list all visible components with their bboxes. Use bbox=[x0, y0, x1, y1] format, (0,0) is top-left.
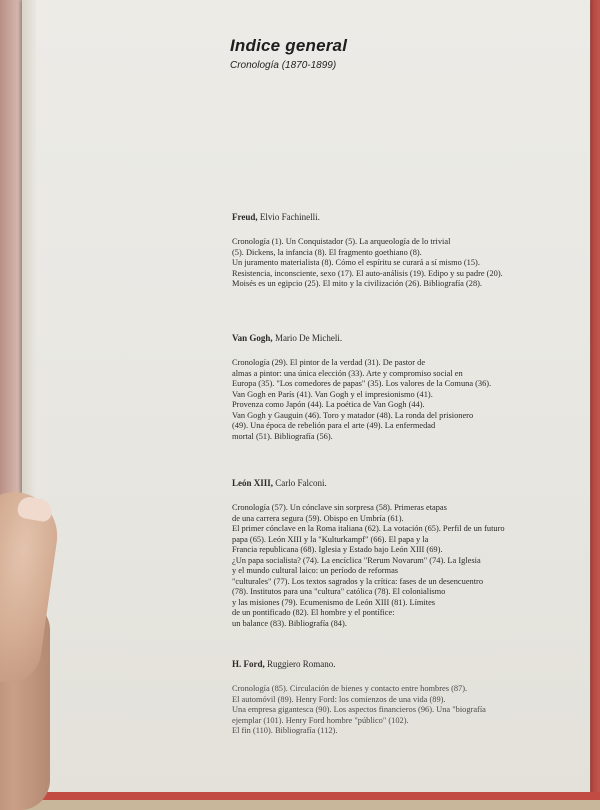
contents-line: Cronología (57). Un cónclave sin sorpresa (58). Primeras etapas bbox=[232, 503, 447, 512]
section-freud bbox=[232, 212, 592, 290]
section-author: Mario De Micheli. bbox=[272, 333, 343, 343]
contents-line: ejemplar (101). Henry Ford hombre "público" (102). bbox=[232, 715, 409, 725]
contents-line: Van Gogh en París (41). Van Gogh y el impresionismo (41). bbox=[232, 389, 433, 399]
contents-line: y el mundo cultural laico: un período de reformas bbox=[232, 566, 399, 575]
section-heading bbox=[232, 333, 592, 344]
contents-line: almas a pintor: una única elección (33). Arte y compromiso social en bbox=[232, 368, 463, 378]
contents-line: Moisés es un egipcio (25). El mito y la civilización (26). Bibliografía (28). bbox=[232, 279, 483, 288]
contents-line: Europa (35). "Los comedores de papas" (35). Los valores de la Comuna (36). bbox=[232, 379, 492, 388]
contents-line: El primer cónclave en la Roma italiana (62). La votación (65). Perfil de un futuro bbox=[232, 524, 505, 533]
contents-line: Van Gogh y Gauguin (46). Toro y matador (48). La ronda del prisionero bbox=[232, 410, 474, 420]
contents-line: y las misiones (79). Ecumenismo de León XIII (81). Límites bbox=[232, 597, 436, 607]
contents-line: mortal (51). Bibliografía (56). bbox=[232, 431, 333, 441]
section-contents bbox=[232, 684, 592, 737]
contents-line: (5). Dickens, la infancia (8). El fragmento goethiano (8). bbox=[232, 247, 422, 257]
section-subject: Van Gogh, bbox=[232, 333, 273, 343]
contents-line: (49). Una época de rebelión para el arte (49). La enfermedad bbox=[232, 421, 436, 430]
section-subject: Freud, bbox=[232, 212, 258, 222]
section-contents bbox=[232, 237, 592, 290]
section-author: Elvio Fachinelli. bbox=[257, 212, 320, 222]
page-title: Indice general bbox=[230, 36, 348, 55]
contents-line: "culturales" (77). Los textos sagrados y la crítica: fases de un desencuentro bbox=[232, 576, 484, 586]
section-van-gogh bbox=[232, 333, 592, 442]
section-contents bbox=[232, 358, 592, 442]
cover-bottom-strip bbox=[30, 792, 600, 800]
contents-line: ¿Un papa socialista? (74). La encíclica "Rerum Novarum" (74). La Iglesia bbox=[232, 555, 481, 565]
section-heading bbox=[232, 478, 592, 489]
contents-line: (78). Institutos para una "cultura" católica (78). El colonialismo bbox=[232, 587, 446, 596]
page-subtitle: Cronología (1870-1899) bbox=[230, 60, 337, 71]
contents-line: Francia republicana (68). Iglesia y Estado bajo León XIII (69). bbox=[232, 545, 443, 554]
contents-line: Una empresa gigantesca (90). Los aspectos financieros (96). Una "biografía bbox=[232, 705, 486, 714]
contents-line: Cronología (85). Circulación de bienes y contacto entre hombres (87). bbox=[232, 684, 468, 693]
section-subject: León XIII, bbox=[232, 478, 274, 488]
section-leon-xiii bbox=[232, 478, 592, 629]
section-contents bbox=[232, 503, 592, 629]
contents-line: Cronología (1). Un Conquistador (5). La arqueología de lo trivial bbox=[232, 237, 451, 246]
contents-line: El automóvil (89). Henry Ford: los comienzos de una vida (89). bbox=[232, 694, 446, 704]
contents-line: Cronología (29). El pintor de la verdad (31). De pastor de bbox=[232, 358, 426, 367]
section-h-ford bbox=[232, 659, 592, 737]
section-heading bbox=[232, 212, 592, 223]
contents-line: Un juramento materialista (8). Cómo el espíritu se curará a sí mismo (15). bbox=[232, 258, 480, 267]
contents-line: un balance (83). Bibliografía (84). bbox=[232, 618, 347, 628]
contents-line: El fin (110). Bibliografía (112). bbox=[232, 726, 338, 735]
contents-line: papa (65). León XIII y la "Kulturkampf" (66). El papa y la bbox=[232, 534, 429, 544]
section-author: Carlo Falconi. bbox=[273, 478, 327, 488]
contents-line: de una carrera segura (59). Obispo en Umbría (61). bbox=[232, 513, 404, 523]
contents-line: de un pontificado (82). El hombre y el pontífice: bbox=[232, 608, 395, 617]
contents-line: Provenza como Japón (44). La poética de Van Gogh (44). bbox=[232, 400, 425, 409]
section-author: Ruggiero Romano. bbox=[264, 659, 336, 669]
contents-line: Resistencia, inconsciente, sexo (17). El auto-análisis (19). Edipo y su padre (20). bbox=[232, 268, 503, 278]
section-subject: H. Ford, bbox=[232, 659, 265, 669]
section-heading bbox=[232, 659, 592, 670]
